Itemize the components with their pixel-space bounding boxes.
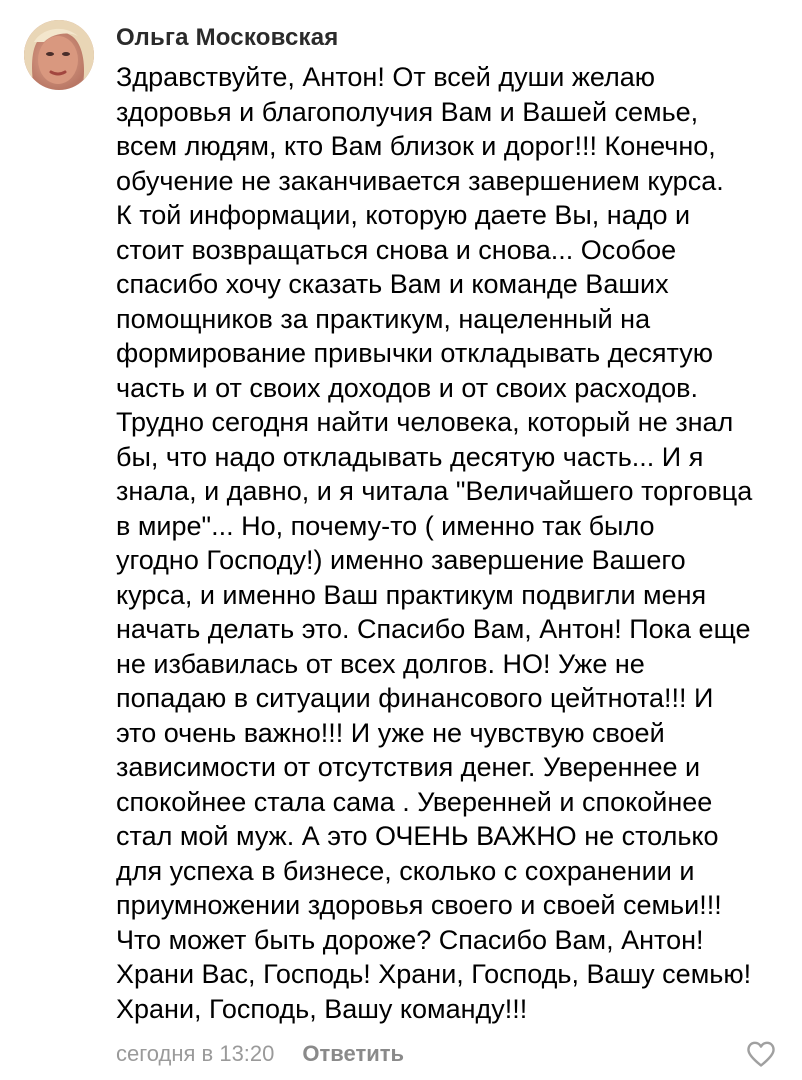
heart-outline-icon	[746, 1040, 776, 1068]
author-name[interactable]: Ольга Московская	[116, 24, 339, 51]
author-avatar[interactable]	[24, 20, 94, 90]
comment-footer	[116, 1038, 404, 1070]
avatar-photo	[24, 20, 94, 90]
comment-text: Здравствуйте, Антон! От всей души желаю здоровья и благополучия Вам и Вашей семье, всем людям, кто Вам близок и дорог!!! Конечно, обучение не заканчивается завершением курса. К той информации, которую даете Вы, надо и стоит возвращаться снова и снова... Особое спасибо хочу сказать Вам и команде Ваших помощников за практикум, нацеленный на формирование привычки откладывать десятую часть и от своих доходов и от своих расходов. Трудно сегодня найти человека, который не знал бы, что надо откладывать десятую часть... И я знала, и давно, и я читала "Величайшего торговца в мире"... Но, почему-то ( именно так было угодно Господу!) именно завершение Вашего курса, и именно Ваш практикум подвигли меня начать делать это. Спасибо Вам, Антон! Пока еще не избавилась от всех долгов. НО! Уже не попадаю в ситуации финансового цейтнота!!! И это очень важно!!! И уже не чувствую своей зависимости от отсутствия денег. Увереннее и спокойнее стала сама . Уверенней и спокойнее стал мой муж. А это ОЧЕНЬ ВАЖНО не столько для успеха в бизнесе, сколько с сохранении и приумножении здоровья своего и своей семьи!!! Что может быть дороже? Спасибо Вам, Антон! Храни Вас, Господь! Храни, Господь, Вашу семью! Храни, Господь, Вашу команду!!!	[116, 62, 753, 1024]
reply-button[interactable]: Ответить	[302, 1041, 405, 1066]
comment-timestamp: сегодня в 13:20	[116, 1041, 275, 1066]
like-button[interactable]	[746, 1040, 776, 1068]
